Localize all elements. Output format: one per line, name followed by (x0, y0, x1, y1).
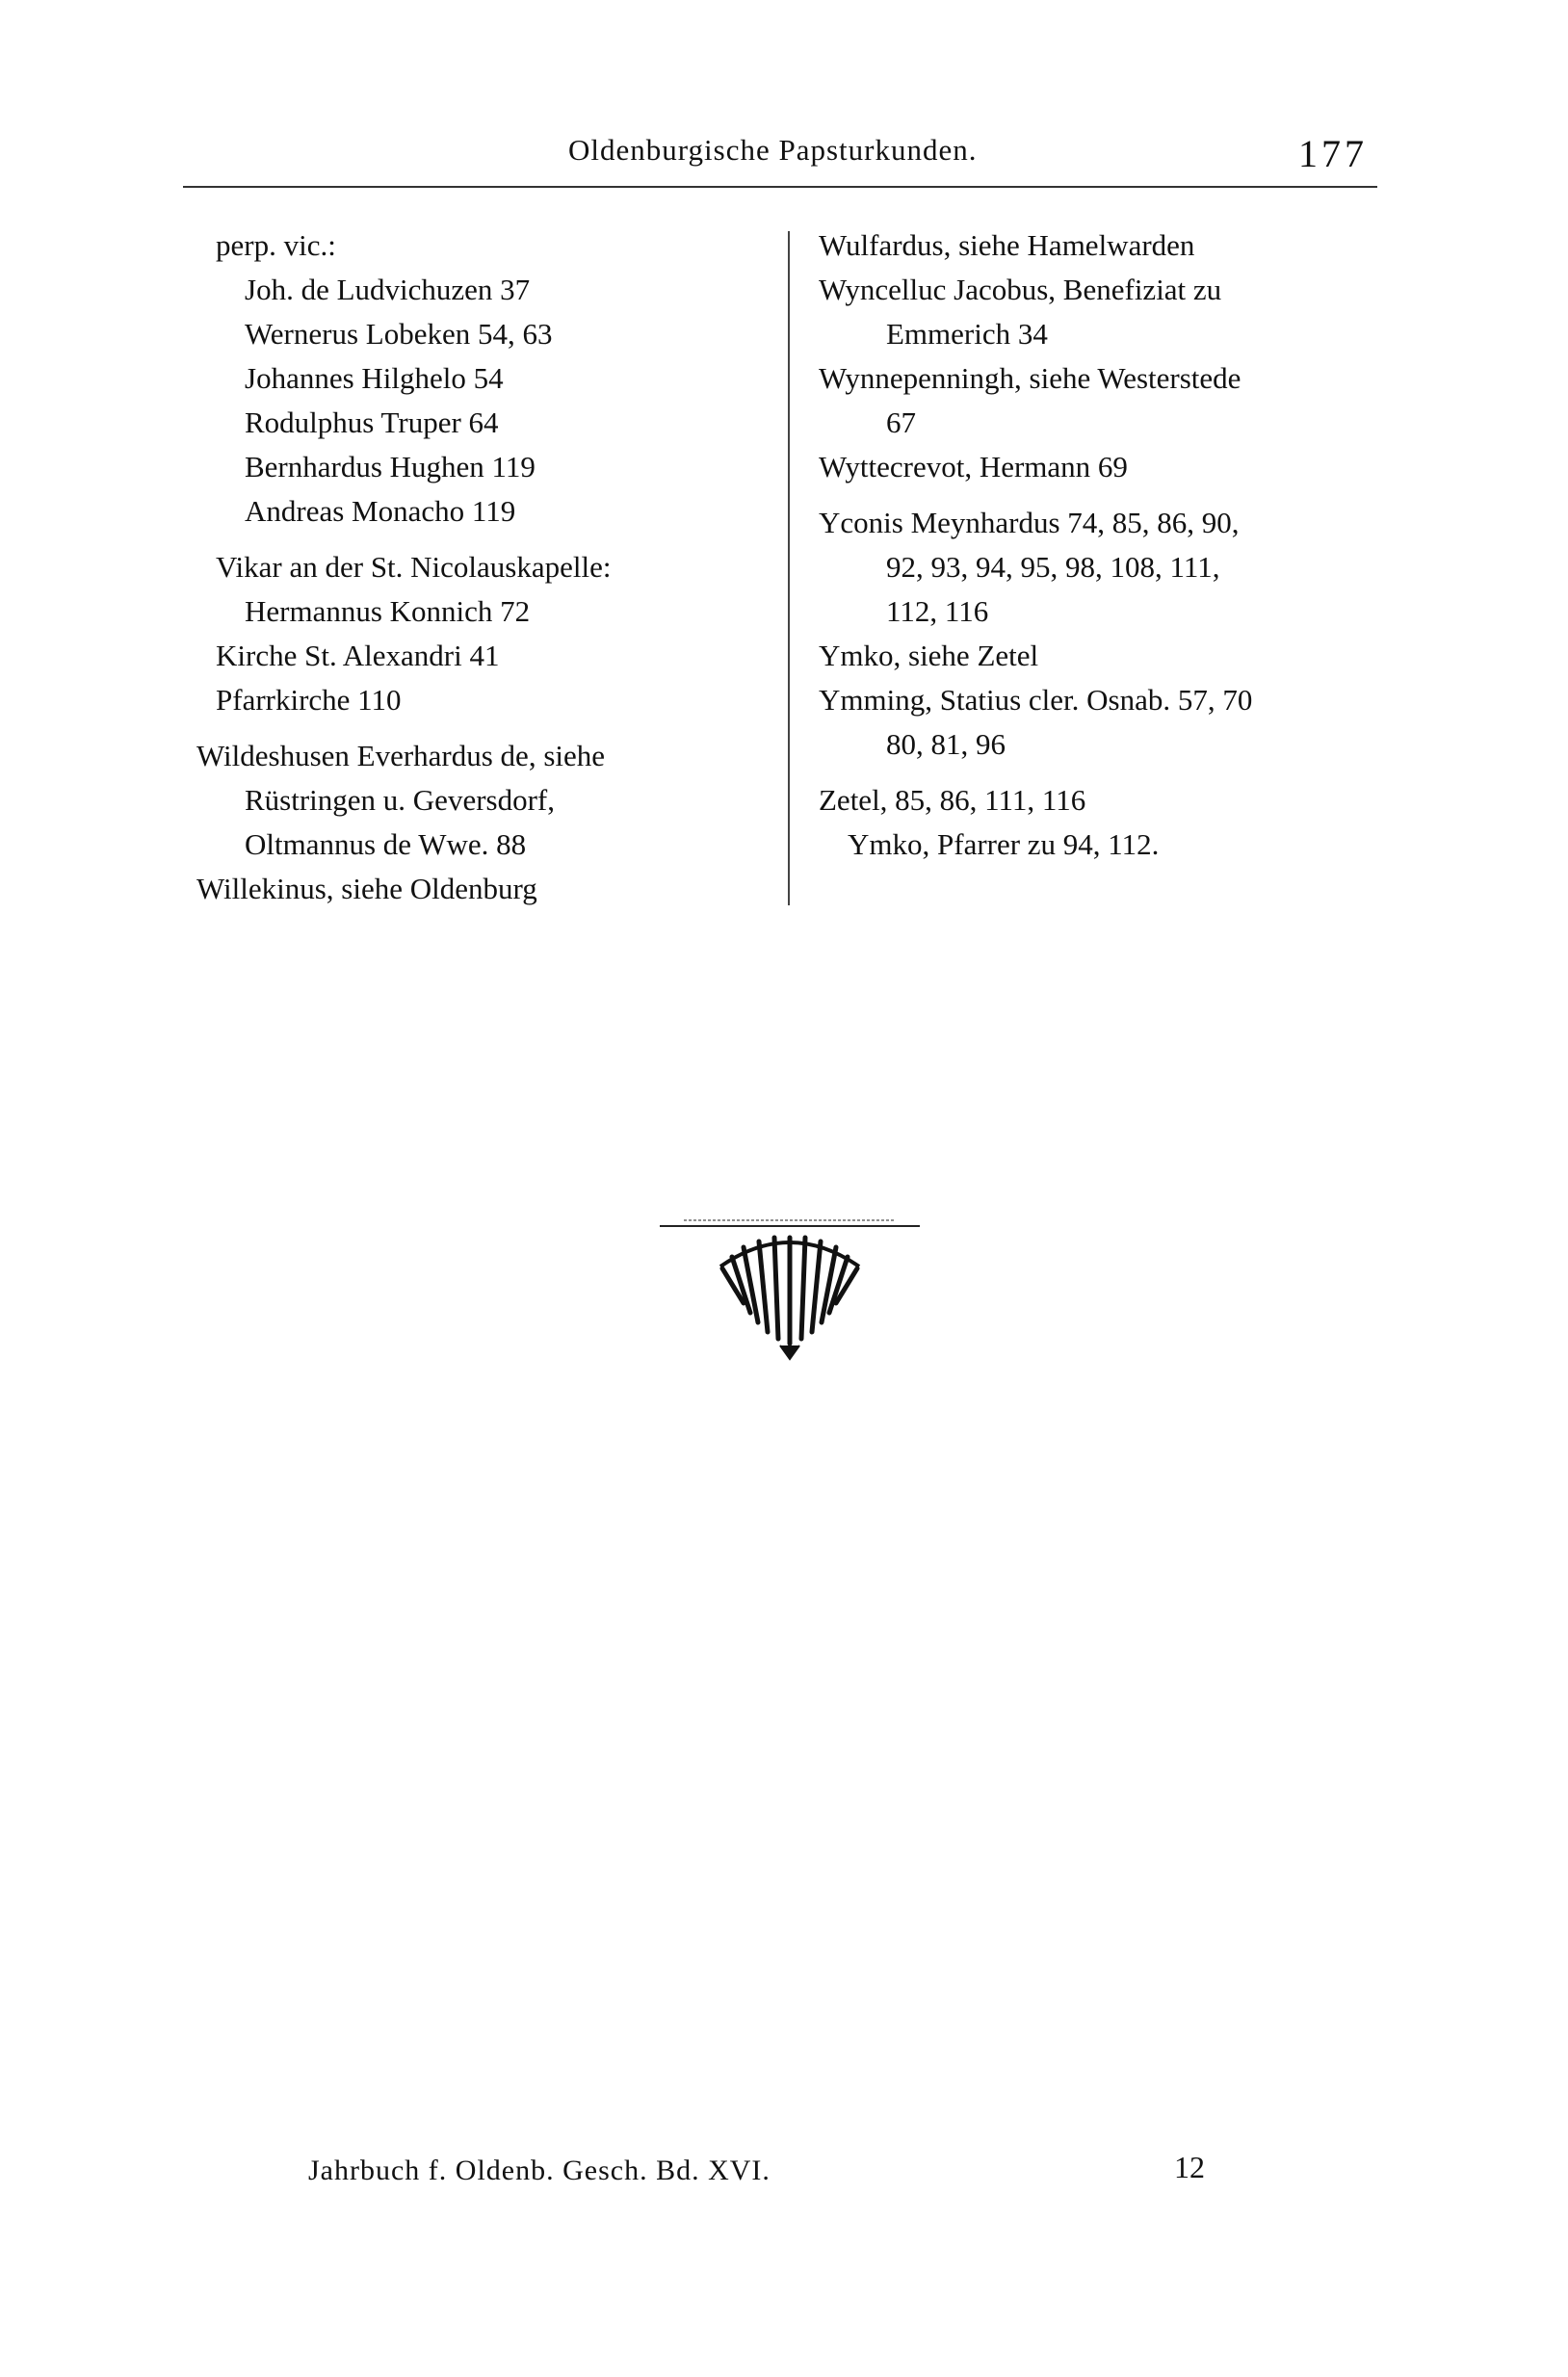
index-entry: Hermannus Konnich 72 (245, 594, 531, 628)
footer-journal: Jahrbuch f. Oldenb. Gesch. Bd. XVI. (308, 2155, 771, 2186)
index-entry: Zetel, 85, 86, 111, 116 (819, 783, 1086, 817)
index-entry: Ymko, Pfarrer zu 94, 112. (848, 827, 1160, 861)
index-entry: Bernhardus Hughen 119 (245, 450, 536, 483)
index-entry: Ymko, siehe Zetel (819, 639, 1039, 672)
index-entry: Wyncelluc Jacobus, Benefiziat zu (819, 273, 1222, 306)
index-entry: Oltmannus de Wwe. 88 (245, 827, 527, 861)
page-number: 177 (1298, 132, 1368, 175)
index-entry: perp. vic.: (216, 228, 336, 262)
index-entry: Joh. de Ludvichuzen 37 (245, 273, 531, 306)
index-entry: Vikar an der St. Nicolauskapelle: (216, 550, 612, 584)
index-entry: Kirche St. Alexandri 41 (216, 639, 500, 672)
index-entry: Johannes Hilghelo 54 (245, 361, 504, 395)
index-entry: Wernerus Lobeken 54, 63 (245, 317, 553, 351)
index-entry: Willekinus, siehe Oldenburg (196, 872, 537, 905)
index-entry: Ymming, Statius cler. Osnab. 57, 70 (819, 683, 1253, 717)
index-entry: Rüstringen u. Geversdorf, (245, 783, 555, 817)
index-entry: Rodulphus Truper 64 (245, 405, 499, 439)
index-entry: Pfarrkirche 110 (216, 683, 402, 717)
index-column-left (196, 223, 784, 911)
index-entry: Wyttecrevot, Hermann 69 (819, 450, 1128, 483)
running-head: Oldenburgische Papsturkunden. (568, 133, 978, 167)
scallop-shell-icon (655, 1218, 925, 1363)
index-column-right (819, 223, 1368, 867)
footer-signature: 12 (1174, 2150, 1205, 2184)
index-entry: Andreas Monacho 119 (245, 494, 516, 528)
column-divider (788, 231, 790, 905)
index-entry: 80, 81, 96 (886, 727, 1006, 761)
index-entry: 67 (886, 405, 916, 439)
index-entry: Yconis Meynhardus 74, 85, 86, 90, (819, 506, 1240, 539)
index-entry: Wildeshusen Everhardus de, siehe (196, 739, 606, 772)
index-entry: 92, 93, 94, 95, 98, 108, 111, (886, 550, 1220, 584)
index-entry: Emmerich 34 (886, 317, 1048, 351)
header-rule (183, 186, 1377, 188)
index-entry: Wynnepenningh, siehe Westerstede (819, 361, 1241, 395)
index-entry: Wulfardus, siehe Hamelwarden (819, 228, 1195, 262)
index-entry: 112, 116 (886, 594, 989, 628)
